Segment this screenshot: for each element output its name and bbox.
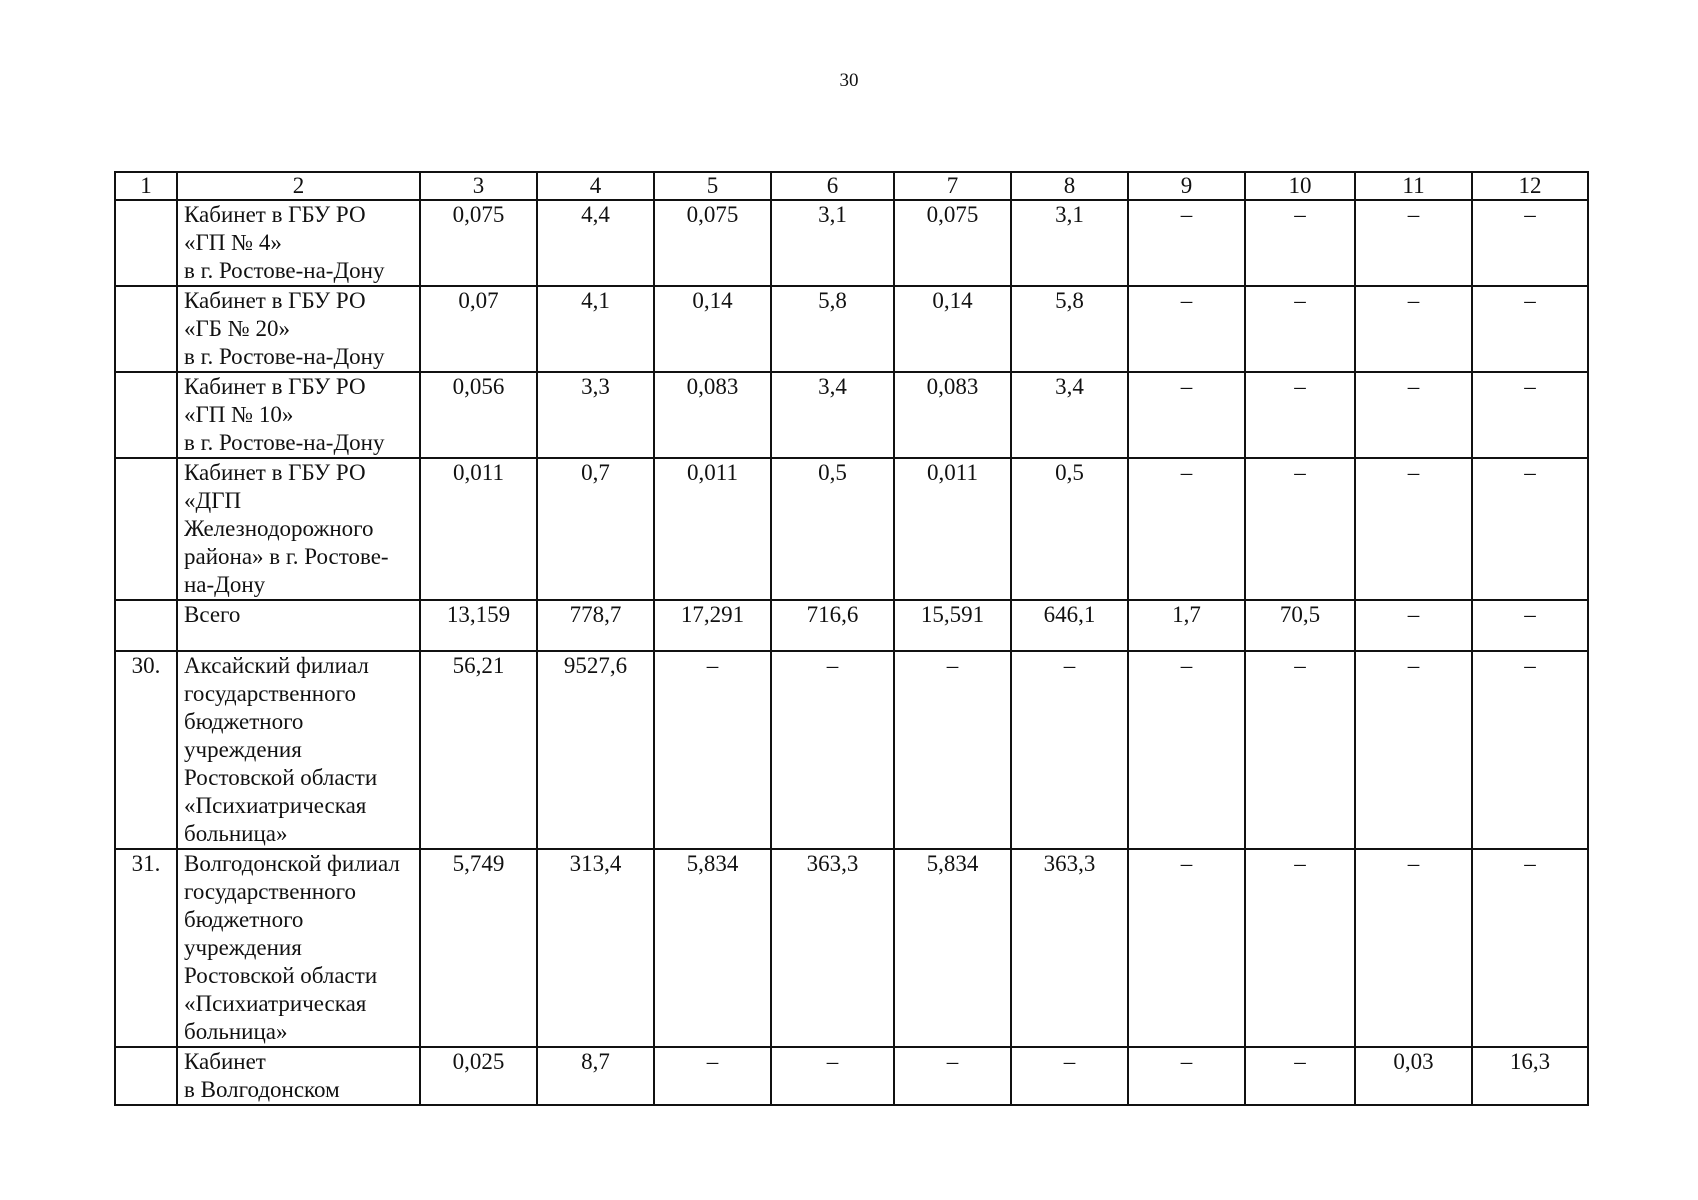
value-cell-col-6: – xyxy=(771,651,894,849)
value-cell-col-6: 716,6 xyxy=(771,600,894,651)
value-cell-col-9: – xyxy=(1128,372,1245,458)
value-cell-col-12: – xyxy=(1472,600,1588,651)
table-row xyxy=(115,372,1588,458)
value-cell-col-3: 5,749 xyxy=(420,849,537,1047)
value-cell-col-5: 0,011 xyxy=(654,458,771,600)
value-cell-col-3: 56,21 xyxy=(420,651,537,849)
value-cell-col-10: – xyxy=(1245,286,1355,372)
table-row xyxy=(115,600,1588,651)
value-cell-col-7: 0,14 xyxy=(894,286,1011,372)
row-name-text: Кабинет в ГБУ РО «ДГП Железнодорожного района» в г. Ростове- на-Дону xyxy=(184,460,389,597)
value-cell-col-6: 5,8 xyxy=(771,286,894,372)
value-cell-col-8: – xyxy=(1011,651,1128,849)
value-cell-col-4: 778,7 xyxy=(537,600,654,651)
row-name-cell xyxy=(177,458,420,600)
row-index-cell xyxy=(115,458,177,600)
row-name-text: Кабинет в Волгодонском xyxy=(184,1049,340,1102)
value-cell-col-10: – xyxy=(1245,200,1355,286)
value-cell-col-3: 0,075 xyxy=(420,200,537,286)
row-index-cell: 31. xyxy=(115,849,177,1047)
column-header-11: 11 xyxy=(1355,172,1472,200)
column-header-10: 10 xyxy=(1245,172,1355,200)
value-cell-col-4: 8,7 xyxy=(537,1047,654,1105)
table-row xyxy=(115,651,1588,849)
value-cell-col-9: – xyxy=(1128,200,1245,286)
value-cell-col-6: 3,4 xyxy=(771,372,894,458)
row-index-cell xyxy=(115,1047,177,1105)
row-name-cell xyxy=(177,849,420,1047)
value-cell-col-12: – xyxy=(1472,200,1588,286)
value-cell-col-6: 3,1 xyxy=(771,200,894,286)
value-cell-col-4: 3,3 xyxy=(537,372,654,458)
value-cell-col-10: – xyxy=(1245,651,1355,849)
value-cell-col-12: – xyxy=(1472,651,1588,849)
value-cell-col-6: 0,5 xyxy=(771,458,894,600)
row-index-cell xyxy=(115,200,177,286)
value-cell-col-9: 1,7 xyxy=(1128,600,1245,651)
value-cell-col-6: – xyxy=(771,1047,894,1105)
value-cell-col-11: – xyxy=(1355,286,1472,372)
value-cell-col-8: 3,4 xyxy=(1011,372,1128,458)
row-name-text: Кабинет в ГБУ РО «ГП № 10» в г. Ростове-на-Дону xyxy=(184,374,385,455)
column-header-5: 5 xyxy=(654,172,771,200)
table-row xyxy=(115,849,1588,1047)
value-cell-col-9: – xyxy=(1128,458,1245,600)
row-name-text: Волгодонской филиал государственного бюджетного учреждения Ростовской области «Психиатрическая больница» xyxy=(184,851,400,1044)
table-row xyxy=(115,200,1588,286)
row-index-cell xyxy=(115,600,177,651)
value-cell-col-12: – xyxy=(1472,458,1588,600)
value-cell-col-12: 16,3 xyxy=(1472,1047,1588,1105)
value-cell-col-8: 363,3 xyxy=(1011,849,1128,1047)
value-cell-col-9: – xyxy=(1128,1047,1245,1105)
row-name-cell xyxy=(177,372,420,458)
value-cell-col-4: 9527,6 xyxy=(537,651,654,849)
column-header-7: 7 xyxy=(894,172,1011,200)
column-header-6: 6 xyxy=(771,172,894,200)
value-cell-col-7: 0,075 xyxy=(894,200,1011,286)
row-name-cell xyxy=(177,1047,420,1105)
value-cell-col-11: – xyxy=(1355,200,1472,286)
value-cell-col-4: 4,4 xyxy=(537,200,654,286)
value-cell-col-3: 0,011 xyxy=(420,458,537,600)
column-header-1: 1 xyxy=(115,172,177,200)
value-cell-col-11: – xyxy=(1355,600,1472,651)
value-cell-col-7: 15,591 xyxy=(894,600,1011,651)
value-cell-col-8: – xyxy=(1011,1047,1128,1105)
table-row xyxy=(115,286,1588,372)
value-cell-col-3: 13,159 xyxy=(420,600,537,651)
table-body xyxy=(115,200,1588,1105)
column-header-2: 2 xyxy=(177,172,420,200)
value-cell-col-12: – xyxy=(1472,849,1588,1047)
value-cell-col-8: 3,1 xyxy=(1011,200,1128,286)
header-row xyxy=(115,172,1588,200)
value-cell-col-5: 5,834 xyxy=(654,849,771,1047)
column-header-4: 4 xyxy=(537,172,654,200)
value-cell-col-11: – xyxy=(1355,372,1472,458)
value-cell-col-11: 0,03 xyxy=(1355,1047,1472,1105)
value-cell-col-8: 5,8 xyxy=(1011,286,1128,372)
value-cell-col-4: 313,4 xyxy=(537,849,654,1047)
row-name-cell xyxy=(177,651,420,849)
value-cell-col-5: – xyxy=(654,1047,771,1105)
row-name-cell xyxy=(177,200,420,286)
value-cell-col-11: – xyxy=(1355,458,1472,600)
row-name-cell xyxy=(177,600,420,651)
table-row xyxy=(115,458,1588,600)
value-cell-col-3: 0,025 xyxy=(420,1047,537,1105)
value-cell-col-5: 0,14 xyxy=(654,286,771,372)
value-cell-col-3: 0,07 xyxy=(420,286,537,372)
column-header-12: 12 xyxy=(1472,172,1588,200)
page-number: 30 xyxy=(839,70,859,91)
row-name-text: Кабинет в ГБУ РО «ГП № 4» в г. Ростове-на-Дону xyxy=(184,202,385,283)
row-name-text: Кабинет в ГБУ РО «ГБ № 20» в г. Ростове-на-Дону xyxy=(184,288,385,369)
value-cell-col-10: – xyxy=(1245,372,1355,458)
column-header-9: 9 xyxy=(1128,172,1245,200)
value-cell-col-9: – xyxy=(1128,286,1245,372)
value-cell-col-6: 363,3 xyxy=(771,849,894,1047)
table-row xyxy=(115,1047,1588,1105)
value-cell-col-4: 4,1 xyxy=(537,286,654,372)
value-cell-col-7: 0,011 xyxy=(894,458,1011,600)
value-cell-col-7: 0,083 xyxy=(894,372,1011,458)
column-header-3: 3 xyxy=(420,172,537,200)
column-header-8: 8 xyxy=(1011,172,1128,200)
value-cell-col-7: – xyxy=(894,651,1011,849)
value-cell-col-8: 646,1 xyxy=(1011,600,1128,651)
value-cell-col-5: – xyxy=(654,651,771,849)
row-name-text: Аксайский филиал государственного бюджетного учреждения Ростовской области «Психиатрическая больница» xyxy=(184,653,378,846)
value-cell-col-10: – xyxy=(1245,458,1355,600)
data-table xyxy=(114,171,1589,1106)
value-cell-col-11: – xyxy=(1355,651,1472,849)
value-cell-col-8: 0,5 xyxy=(1011,458,1128,600)
value-cell-col-11: – xyxy=(1355,849,1472,1047)
value-cell-col-12: – xyxy=(1472,372,1588,458)
value-cell-col-5: 0,075 xyxy=(654,200,771,286)
row-name-text: Всего xyxy=(184,602,241,627)
value-cell-col-4: 0,7 xyxy=(537,458,654,600)
value-cell-col-5: 17,291 xyxy=(654,600,771,651)
value-cell-col-10: – xyxy=(1245,849,1355,1047)
value-cell-col-10: 70,5 xyxy=(1245,600,1355,651)
row-index-cell: 30. xyxy=(115,651,177,849)
value-cell-col-12: – xyxy=(1472,286,1588,372)
value-cell-col-7: – xyxy=(894,1047,1011,1105)
row-index-cell xyxy=(115,286,177,372)
value-cell-col-5: 0,083 xyxy=(654,372,771,458)
value-cell-col-7: 5,834 xyxy=(894,849,1011,1047)
value-cell-col-9: – xyxy=(1128,651,1245,849)
value-cell-col-9: – xyxy=(1128,849,1245,1047)
value-cell-col-10: – xyxy=(1245,1047,1355,1105)
row-name-cell xyxy=(177,286,420,372)
value-cell-col-3: 0,056 xyxy=(420,372,537,458)
row-index-cell xyxy=(115,372,177,458)
